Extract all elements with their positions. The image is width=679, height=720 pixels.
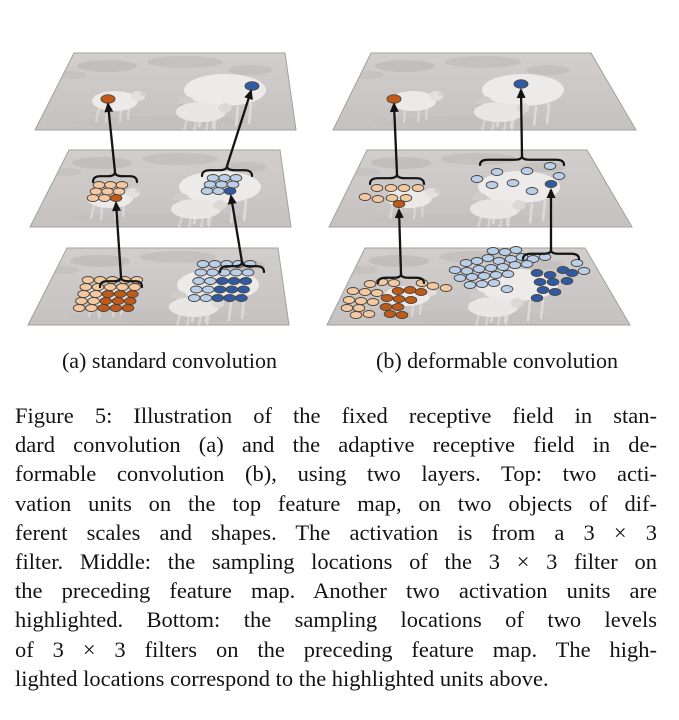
a-top-activation-orange: [101, 95, 115, 104]
b-top-activation-orange: [387, 95, 401, 104]
a-bottom-samples-orange-dark: [98, 291, 138, 312]
caption-line: ferent scales and shapes. The activation is from a 3 × 3: [15, 519, 657, 545]
b-top-activation-blue: [514, 80, 528, 89]
caption-line: highlighted. Bottom: the sampling locations of two levels: [15, 607, 657, 633]
a-mid-samples-blue-dark: [224, 188, 236, 195]
feature-map-a-top: [35, 53, 296, 132]
convolution-receptive-field-diagram: [0, 0, 679, 346]
feature-map-b-top: [333, 53, 636, 132]
subcaption-row: [0, 348, 679, 378]
caption-line: filter. Middle: the sampling locations of the 3 × 3 filter on: [15, 549, 657, 575]
caption-line: the preceding feature map. Another two activation units are: [15, 578, 657, 604]
caption-line: formable convolution (b), using two layers. Top: two acti-: [15, 461, 657, 487]
caption-line: lighted locations correspond to the highlighted units above.: [15, 665, 549, 691]
b-mid-samples-blue-dark: [545, 181, 557, 188]
a-bottom-samples-blue-dark: [212, 278, 252, 302]
caption-line: vation units on the top feature map, on two objects of dif-: [15, 490, 657, 516]
subcaption-standard-convolution: (a) standard convolution: [61, 348, 278, 373]
feature-map-a-middle: [30, 150, 291, 229]
b-mid-samples-orange-dark: [393, 201, 405, 208]
caption-line: of 3 × 3 filters on the preceding feature map. The high-: [15, 636, 657, 662]
feature-map-a-bottom: [28, 248, 289, 327]
caption-line: Figure 5: Illustration of the fixed receptive field in stan-: [15, 403, 657, 428]
figure-caption: [15, 401, 657, 693]
a-mid-samples-orange-dark: [110, 195, 122, 202]
a-top-activation-blue: [245, 82, 259, 91]
b-arrow-mid-to-top-blue: [521, 90, 522, 156]
subcaption-deformable-convolution: (b) deformable convolution: [376, 348, 618, 373]
caption-line: dard convolution (a) and the adaptive receptive field in de-: [15, 432, 657, 458]
